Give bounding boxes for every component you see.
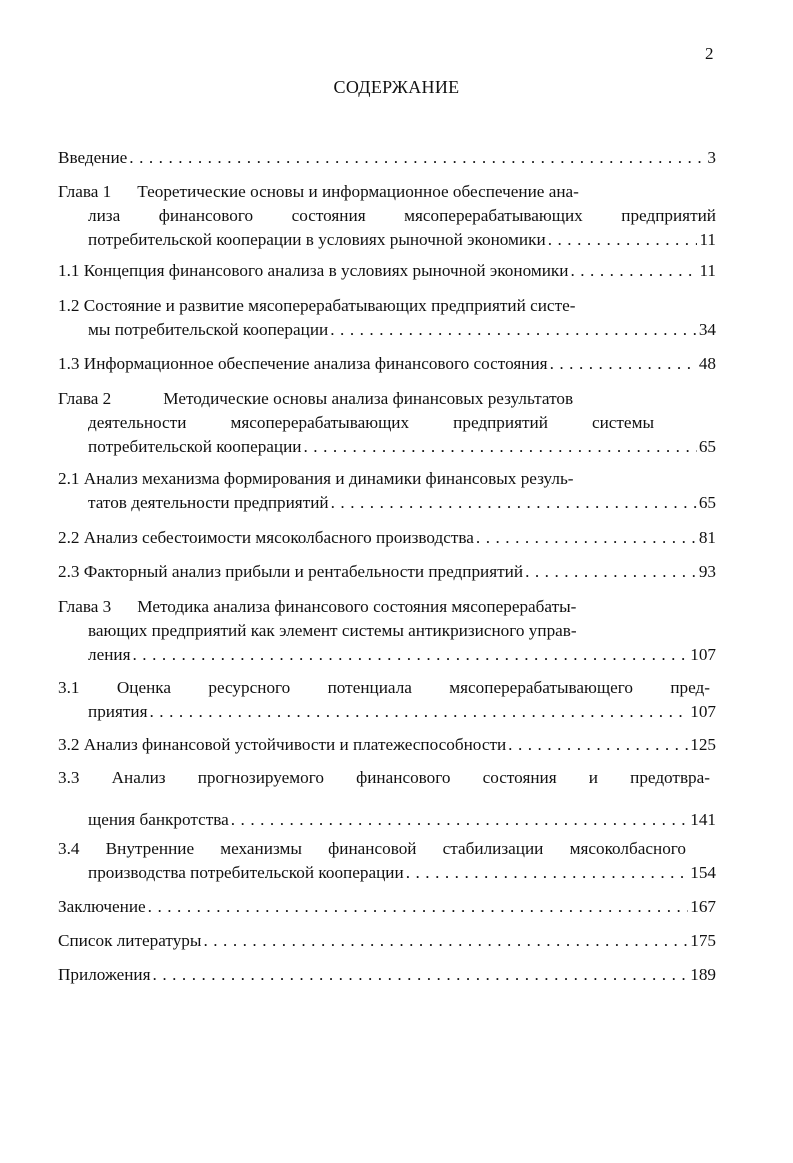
dot-leader: [508, 733, 688, 757]
toc-page-number: 154: [690, 863, 716, 882]
dot-leader: [525, 560, 697, 584]
dot-leader: [476, 526, 697, 550]
toc-entry-section-2-2: [58, 526, 716, 550]
toc-page-number: 167: [690, 897, 716, 916]
dot-leader: [570, 259, 697, 283]
toc-entry-title: Заключение: [58, 897, 146, 916]
toc-entry-title: вающих предприятий как элемент системы антикризисного управ-: [88, 621, 577, 640]
dot-leader: [331, 491, 697, 515]
toc-page-number: 65: [698, 493, 716, 512]
toc-page-number: 3: [707, 148, 716, 167]
toc-page-number: 81: [698, 528, 716, 547]
toc-page-number: 93: [698, 562, 716, 581]
toc-entry-title: 3.3 Анализ прогнозируемого финансового состояния и предотвра-: [58, 768, 710, 787]
toc-entry-section-3-1: [58, 676, 716, 724]
dot-leader: [330, 318, 697, 342]
toc-entry-appendices: [58, 963, 716, 987]
toc-entry-title: деятельности мясоперерабатывающих предприятий системы: [88, 413, 654, 432]
toc-entry-section-1-3: [58, 352, 716, 376]
dot-leader: [150, 700, 689, 724]
toc-entry-title: 2.1 Анализ механизма формирования и динамики финансовых резуль-: [58, 469, 574, 488]
dot-leader: [148, 895, 689, 919]
toc-entry-title: ления: [88, 645, 131, 664]
toc-page-number: 65: [698, 437, 716, 456]
dot-leader: [550, 352, 697, 376]
toc-entry-intro: [58, 146, 716, 170]
toc-entry-title: приятия: [88, 702, 148, 721]
toc-page-number: 125: [690, 735, 716, 754]
dot-leader: [129, 146, 705, 170]
toc-entry-title: 3.4 Внутренние механизмы финансовой стабилизации мясоколбасного: [58, 839, 686, 858]
toc-entry-chapter-1: [58, 180, 716, 252]
chapter-label: Глава 2: [58, 389, 112, 408]
toc-page-number: 34: [698, 320, 716, 339]
toc-entry-title: Методические основы анализа финансовых результатов: [163, 389, 574, 408]
toc-page-number: 48: [698, 354, 716, 373]
dot-leader: [548, 228, 698, 252]
toc-entry-section-2-1: [58, 467, 716, 515]
toc-entry-section-3-3: [58, 766, 716, 832]
dot-leader: [133, 643, 689, 667]
toc-entry-title: татов деятельности предприятий: [88, 493, 329, 512]
dot-leader: [203, 929, 688, 953]
toc-entry-title: 3.1 Оценка ресурсного потенциала мясоперерабатывающего пред-: [58, 678, 710, 697]
toc-entry-title: 3.2 Анализ финансовой устойчивости и платежеспособности: [58, 735, 507, 754]
dot-leader: [304, 435, 697, 459]
toc-page-number: 107: [690, 702, 716, 721]
toc-entry-section-2-3: [58, 560, 716, 584]
toc-entry-references: [58, 929, 716, 953]
page-number: 2: [705, 44, 714, 63]
toc-entry-conclusion: [58, 895, 716, 919]
toc-entry-title: лиза финансового состояния мясоперерабатывающих предприятий: [88, 206, 716, 225]
dot-leader: [153, 963, 689, 987]
chapter-label: Глава 1: [58, 182, 112, 201]
toc-entry-title: потребительской кооперации: [88, 437, 302, 456]
toc-entry-title: Приложения: [58, 965, 151, 984]
toc-entry-section-3-2: [58, 733, 716, 757]
dot-leader: [231, 808, 688, 832]
toc-entry-title: производства потребительской кооперации: [88, 863, 404, 882]
page-title: СОДЕРЖАНИЕ: [333, 77, 460, 97]
toc-entry-title: мы потребительской кооперации: [88, 320, 329, 339]
toc-entry-title: 2.3 Факторный анализ прибыли и рентабельности предприятий: [58, 562, 524, 581]
toc-entry-title: Список литературы: [58, 931, 202, 950]
toc-page-number: 11: [699, 230, 716, 249]
toc-entry-title: Методика анализа финансового состояния мясоперерабаты-: [137, 597, 577, 616]
toc-entry-title: потребительской кооперации в условиях рыночной экономики: [88, 230, 546, 249]
toc-entry-title: щения банкротства: [88, 810, 229, 829]
toc-entry-title: Введение: [58, 148, 128, 167]
chapter-label: Глава 3: [58, 597, 112, 616]
toc-page-number: 175: [690, 931, 716, 950]
toc-entry-title: 1.3 Информационное обеспечение анализа финансового состояния: [58, 354, 548, 373]
toc-entry-title: 1.1 Концепция финансового анализа в условиях рыночной экономики: [58, 261, 569, 280]
toc-entry-chapter-2: [58, 387, 716, 459]
toc-page-number: 141: [690, 810, 716, 829]
toc-entry-section-1-1: [58, 259, 716, 283]
dot-leader: [406, 861, 689, 885]
toc-entry-chapter-3: [58, 595, 716, 667]
toc-page-number: 11: [699, 261, 716, 280]
toc-entry-section-3-4: [58, 837, 716, 885]
toc-entry-section-1-2: [58, 294, 716, 342]
toc-page-number: 189: [690, 965, 716, 984]
toc-page-number: 107: [690, 645, 716, 664]
toc-entry-title: Теоретические основы и информационное обеспечение ана-: [137, 182, 579, 201]
toc-entry-title: 1.2 Состояние и развитие мясоперерабатывающих предприятий систе-: [58, 296, 576, 315]
toc-entry-title: 2.2 Анализ себестоимости мясоколбасного производства: [58, 528, 474, 547]
